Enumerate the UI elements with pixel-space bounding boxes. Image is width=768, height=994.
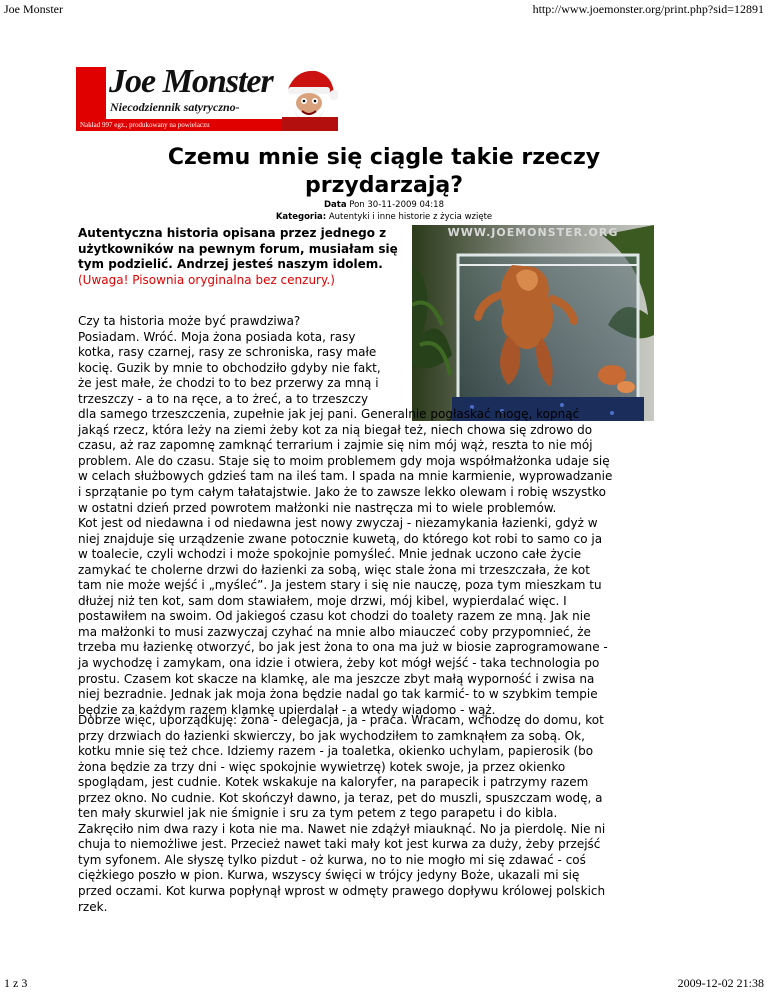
body-line: przez okno. No cudnie. Kot skończył dawno, ja teraz, pet do muszli, spuszczam wodę, a (78, 790, 603, 805)
print-header-url[interactable]: http://www.joemonster.org/print.php?sid=12891 (532, 2, 764, 16)
date-label: Data (323, 200, 347, 210)
body-line: Dobrze więc, uporządkuję: żona - delegacja, ja - praca. Wracam, wchodzę do domu, kot (78, 713, 604, 727)
logo-tagline: Niecodziennik satyryczno- (110, 100, 240, 114)
body-line: ten mały skurwiel jak nie śmignie i sru za tym petem z tego parapetu i do kibla. (78, 806, 558, 821)
body-line: i sprzątanie po tym całym tałatajstwie. Jako że to zawsze lekko olewam i robię wszystko (78, 485, 606, 500)
logo-red-bar (76, 67, 106, 119)
body-line: Posiadam. Wróć. Moja żona posiada kota, rasy (78, 329, 356, 344)
category-value: Autentyki i inne historie z życia wzięte (328, 212, 493, 222)
joe-monster-logo[interactable] (76, 63, 334, 131)
body-line: ja wychodzę i zamykam, ona idzie i otwiera, żeby kot mógł wejść - taka technologia po (78, 656, 600, 671)
body-line: niej znajduje się urządzenie zwane potocznie kuwetą, do którego kot robi to samo co ja (78, 531, 603, 546)
body-line: przed oczami. Kot kurwa popłynął wprost w odmęty prawego dopływu królowej polskich (78, 884, 606, 899)
body-line: Kot jest od niedawna i od niedawna jest nowy zwyczaj - niezamykania łazienki, gdyż w (78, 516, 598, 531)
print-datetime: 2009-12-02 21:38 (677, 976, 764, 990)
body-line: kotka, rasy czarnej, rasy ze schroniska, rasy małe (78, 345, 377, 360)
body-line: zamykać te cholerne drzwi do łazienki za sobą, więc stale żona mi trzeszczała, że kot (78, 562, 590, 577)
logo-strip: Nakład 997 egz., produkowany na powielaczu (76, 119, 298, 131)
article-title: Czemu mnie się ciągle takie rzeczy przydarzają? (167, 145, 601, 198)
body-line: ciężkiego poszło w pion. Kurwa, wszyscy święci w trójcy jedyny Boże, ukazali mi się (78, 868, 580, 883)
article-category (120, 211, 648, 223)
print-footer (4, 976, 764, 990)
photo-watermark: WWW.JOEMONSTER.ORG (447, 226, 619, 239)
body-line: niej bezradnie. Jednak jak moja żona będzie nadal go tak karmić- to w szybkim tempie (78, 687, 598, 702)
body-line: tym syfonem. Ale słyszę tylko pizdut - oż kurwa, no to nie mogło mi się zdawać - coś (78, 852, 586, 867)
body-line: w toalecie, czyli wchodzi i może spokojnie pomyśleć. Mnie jednak uczono całe życie (78, 547, 582, 562)
body-line: kotku mnie się też chce. Idziemy razem - ja toaletka, okienko uchylam, papierosik (bo (78, 744, 594, 759)
body-line: tam nie może wejść i „myśleć”. Ja jestem stary i się nie nauczę, poza tym mieszkam tu (78, 578, 602, 593)
body-line: że jest małe, że chodzi to to bez przerwy za mną i (78, 376, 379, 391)
body-line: żona będzie za trzy dni - więc spokojnie wywietrzę) kotek swoje, ja przez okienko (78, 759, 566, 774)
category-label: Kategoria: (275, 212, 327, 222)
body-line: trzeszczy - a to na ręce, a to żreć, a to trzeszczy (78, 391, 369, 406)
body-line: czasu, aż raz zapomnę zamknąć terrarium i zajmie się nim mój wąż, reszta to nie mój (78, 438, 593, 453)
body-line: będzie za każdym razem klamkę upierdalał - a wtedy wiadomo - wąż. (78, 702, 496, 717)
santa-mascot-icon (282, 67, 338, 131)
logo-name: Joe Monster (109, 63, 273, 100)
body-line: jakąś rzecz, która leży na ziemi żeby kot za nią biegał też, niech chowa się zdrowo do (78, 422, 593, 437)
body-line: przy drzwiach do łazienki skwierczy, bo jak wychodziłem to zamknąłem za sobą. Ok, (78, 728, 585, 743)
body-line: dla samego trzeszczenia, zupełnie jak jej pani. Generalnie pogłaskać mogę, kopnąć (78, 407, 580, 422)
body-line: postawiłem na swoim. Od jakiegoś czasu kot chodzi do toalety razem ze mną. Jak nie (78, 609, 591, 624)
body-line: problem. Ale do czasu. Staje się to moim problemem gdy moja współmałżonka udaje się (78, 453, 610, 468)
body-line: kocię. Guzik by mnie to obchodziło gdyby nie fakt, (78, 360, 381, 375)
print-header (4, 2, 764, 16)
page-number: 1 z 3 (4, 976, 28, 990)
body-line: Czy ta historia może być prawdziwa? (78, 314, 301, 328)
article-meta (120, 199, 648, 223)
body-line: trzeba mu łazienkę otworzyć, bo jak jest żona to ona ma już w biosie zaprogramowane - (78, 640, 608, 655)
body-line: rzek. (78, 899, 108, 914)
body-line: spoglądam, jest cudnie. Kotek wskakuje na kaloryfer, na parapecik i patrzymy razem (78, 775, 589, 790)
intro-note: (Uwaga! Pisownia oryginalna bez cenzury.) (78, 272, 335, 287)
date-value: Pon 30-11-2009 04:18 (349, 200, 444, 210)
article-paragraph-2 (78, 713, 686, 915)
print-header-site: Joe Monster (4, 2, 63, 16)
intro-lead: Autentyczna historia opisana przez jednego z użytkowników na pewnym forum, musiałam się tym podzielić. Andrzej jesteś naszym idolem. (78, 226, 398, 271)
body-line: w celach służbowych gdzieś tam na ileś tam. I spada na mnie karmienie, wyprowadzanie (78, 469, 613, 484)
body-line: w ostatni dzień przed powrotem małżonki nie nastręcza mi to wiele problemów. (78, 500, 557, 515)
article-paragraph-1 (78, 314, 686, 718)
article-date (120, 199, 648, 211)
body-line: chuja to niemożliwe jest. Przecież nawet taki mały kot jest kurwa za duży, żeby przejść (78, 837, 601, 852)
body-line: ma małżonki to musi zazwyczaj czyhać na mnie albo miauczeć coby przypomnieć, że (78, 624, 591, 639)
body-line: dłużej niż ten kot, sam dom stawiałem, moje drzwi, mój kibel, wypierdalać więc. I (78, 593, 567, 608)
body-line: prostu. Czasem kot skacze na klamkę, ale ma jeszcze zbyt małą wyporność i zwisa na (78, 671, 595, 686)
article-intro (78, 226, 408, 288)
body-line: Zakręciło nim dwa razy i kota nie ma. Nawet nie zdążył miauknąć. No ja pierdolę. Nie ni (78, 821, 606, 836)
